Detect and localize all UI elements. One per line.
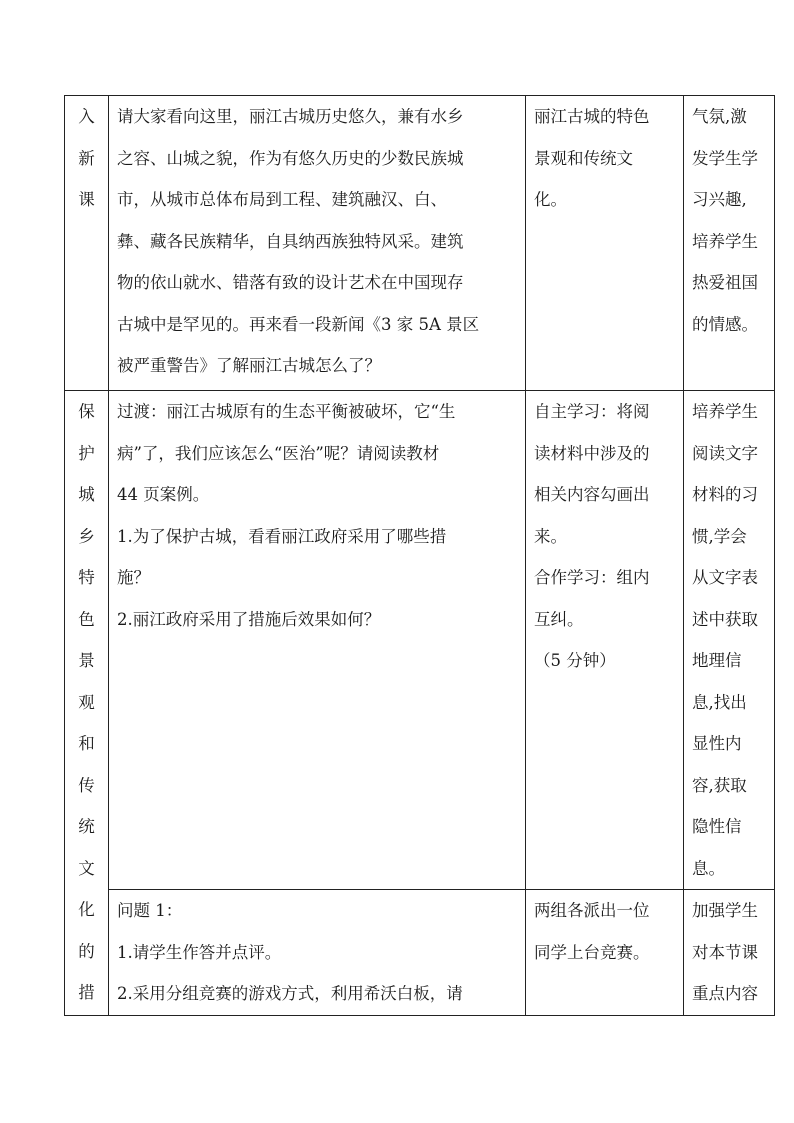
table-row	[65, 391, 775, 890]
text-line: 隐性信	[692, 817, 742, 836]
stage-char: 传	[78, 775, 95, 795]
text-line: 惯,学会	[692, 526, 747, 546]
text-line: 相关内容勾画出	[534, 485, 650, 504]
text-line: 对本节课	[692, 942, 758, 962]
text-line: 来。	[534, 526, 567, 546]
text-line: 材料的习	[692, 485, 758, 504]
text-line: 培养学生	[692, 231, 758, 251]
text-line: 同学上台竞赛。	[534, 942, 650, 962]
text-line: （5 分钟）	[534, 651, 616, 670]
teacher-activity-cell	[109, 890, 526, 1016]
text-line: 两组各派出一位	[534, 901, 650, 920]
text-line: 重点内容	[692, 984, 758, 1003]
text-line: 问题 1：	[117, 901, 183, 920]
text-line: 景观和传统文	[534, 148, 633, 168]
stage-char: 统	[78, 817, 95, 836]
design-intent-cell	[684, 391, 775, 890]
stage-char: 城	[78, 485, 95, 504]
stage-char: 观	[78, 692, 95, 712]
text-line: 2.丽江政府采用了措施后效果如何？	[117, 609, 381, 629]
stage-char: 保	[78, 402, 95, 421]
text-line: 从文字表	[692, 568, 758, 587]
text-line: 加强学生	[692, 901, 758, 920]
text-line: 的情感。	[692, 314, 758, 334]
stage-char: 课	[78, 190, 95, 209]
stage-char: 措	[78, 983, 95, 1002]
text-line: 之容、山城之貌，作为有悠久历史的少数民族城	[117, 148, 464, 168]
stage-cell-protect	[65, 391, 109, 1016]
text-line: 44 页案例。	[117, 485, 210, 504]
stage-char: 新	[78, 148, 95, 168]
text-line: 古城中是罕见的。再来看一段新闻《3 家 5A 景区	[117, 314, 480, 334]
stage-char: 的	[78, 941, 95, 961]
stage-char: 乡	[78, 526, 95, 546]
text-line: 热爱祖国	[692, 273, 758, 292]
text-line: 1.请学生作答并点评。	[117, 942, 282, 962]
lesson-plan-table	[64, 95, 775, 1016]
stage-char: 文	[78, 858, 95, 878]
text-line: 容,获取	[692, 775, 747, 795]
text-line: 阅读文字	[692, 443, 758, 463]
text-line: 显性内	[692, 734, 742, 753]
text-line: 读材料中涉及的	[534, 443, 650, 463]
text-line: 市，从城市总体布局到工程、建筑融汉、白、	[117, 190, 447, 209]
stage-char: 色	[78, 609, 95, 629]
text-line: 化。	[534, 190, 567, 209]
student-activity-cell	[526, 391, 684, 890]
text-line: 互纠。	[534, 609, 584, 629]
text-line: 丽江古城的特色	[534, 107, 650, 126]
stage-char: 入	[78, 107, 95, 126]
stage-char: 特	[78, 568, 95, 587]
text-line: 2.采用分组竞赛的游戏方式，利用希沃白板，请	[117, 984, 463, 1003]
text-line: 病”了，我们应该怎么“医治”呢？请阅读教材	[117, 443, 440, 463]
design-intent-cell	[684, 890, 775, 1016]
text-line: 地理信	[692, 651, 742, 670]
stage-char: 化	[78, 900, 95, 919]
student-activity-cell	[526, 96, 684, 391]
text-line: 彝、藏各民族精华，自具纳西族独特风采。建筑	[117, 231, 464, 251]
stage-char: 和	[78, 734, 95, 753]
text-line: 培养学生	[692, 402, 758, 421]
text-line: 发学生学	[692, 148, 758, 168]
stage-char: 景	[78, 651, 95, 670]
text-line: 息,找出	[692, 692, 747, 712]
stage-cell-intro	[65, 96, 109, 391]
table-row	[65, 96, 775, 391]
text-line: 习兴趣,	[692, 190, 747, 209]
student-activity-cell	[526, 890, 684, 1016]
text-line: 1.为了保护古城，看看丽江政府采用了哪些措	[117, 526, 447, 546]
text-line: 物的依山就水、错落有致的设计艺术在中国现存	[117, 273, 464, 292]
text-line: 过渡：丽江古城原有的生态平衡被破坏，它“生	[117, 402, 456, 421]
text-line: 请大家看向这里，丽江古城历史悠久，兼有水乡	[117, 107, 464, 126]
text-line: 述中获取	[692, 609, 758, 629]
text-line: 施？	[117, 568, 150, 587]
text-line: 合作学习：组内	[534, 568, 650, 587]
teacher-activity-cell	[109, 96, 526, 391]
text-line: 被严重警告》了解丽江古城怎么了？	[117, 356, 381, 375]
text-line: 自主学习：将阅	[534, 402, 650, 421]
design-intent-cell	[684, 96, 775, 391]
text-line: 气氛,激	[692, 107, 747, 126]
stage-char: 护	[78, 443, 95, 463]
teacher-activity-cell	[109, 391, 526, 890]
text-line: 息。	[692, 858, 725, 878]
table-row	[65, 890, 775, 1016]
